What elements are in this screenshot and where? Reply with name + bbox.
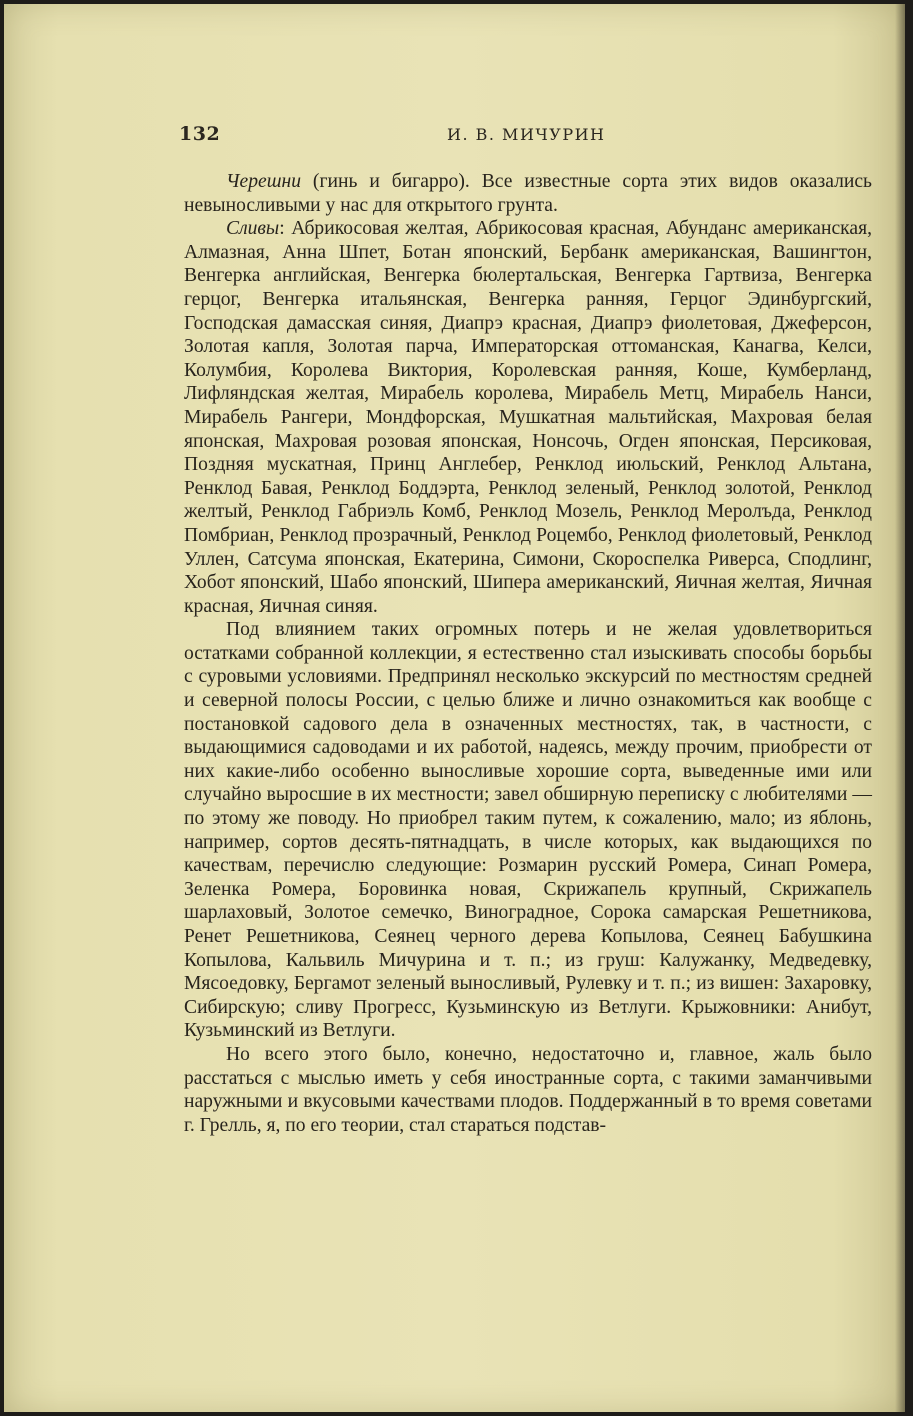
term-cherries: Черешни bbox=[226, 171, 301, 192]
page-edge-shadow bbox=[895, 4, 905, 1412]
term-plums: Сливы bbox=[226, 218, 280, 240]
paragraph-plums bbox=[184, 217, 872, 618]
page-header bbox=[179, 123, 869, 151]
paragraph-cherries bbox=[184, 170, 872, 217]
page-number: 132 bbox=[179, 123, 221, 145]
body-text bbox=[184, 170, 872, 1137]
paragraph-collection: Под влиянием таких огромных потерь и не желая удовлетвориться остатками собранной коллекции, я естественно стал изыскивать способы борьбы с суровыми условиями. Предпринял несколько экскурсий по местностям средней и северной полосы России, с целью ближе и лично ознакомиться как вообще с постановкой садового дела в означенных местностях, так, в частности, с выдающимися садоводами и их работой, надеясь, между прочим, приобрести от них какие-либо особенно выносливые хорошие сорта, выведенные ими или случайно выросшие в их местности; завел обширную переписку с любителями — по этому же поводу. Но приобрел таким путем, к сожалению, мало; из яблонь, например, сортов десять-пятнадцать, в числе которых, как выдающихся по качествам, перечислю следующие: Розмарин русский Ромера, Синап Ромера, Зеленка Ромера, Боровинка новая, Скрижапель крупный, Скрижапель шарлаховый, Золотое семечко, Виноградное, Сорока самарская Решетникова, Ренет Решетникова, Сеянец черного дерева Копылова, Сеянец Бабушкина Копылова, Кальвиль Мичурина и т. п.; из груш: Калужанку, Медведевку, Мясоедовку, Бергамот зеленый выносливый, Рулевку и т. п.; из вишен: Захаровку, Сибирскую; сливу Прогресс, Кузьминскую из Ветлуги. Крыжовники: Анибут, Кузьминский из Ветлуги. bbox=[184, 619, 872, 1042]
cherries-description: (гинь и бигарро). Все известные сорта этих видов оказались невыносливыми у нас для открытого грунта. bbox=[184, 171, 872, 216]
running-title: И. В. МИЧУРИН bbox=[447, 125, 606, 144]
plums-list: : Абрикосовая желтая, Абрикосовая красная, Абунданс американская, Алмазная, Анна Шпет, Ботан японский, Бербанк американская, Вашингтон, Венгерка английская, Венгерка бюлертальская, Венгерка Гартвиза, Венгерка герцог, Венгерка итальянская, Венгерка ранняя, Герцог Эдинбургский, Господская дамасская синяя, Диапрэ красная, Диапрэ фиолетовая, Джеферсон, Золотая капля, Золотая парча, Императорская оттоманская, Канагва, Келси, Колумбия, Королева Виктория, Королевская ранняя, Коше, Кумберланд, Лифляндская желтая, Мирабель королева, Мирабель Метц, Мирабель Нанси, Мирабель Рангери, Мондфорская, Мушкатная мальтийская, Махровая белая японская, Махровая розовая японская, Нонсочь, Огден японская, Персиковая, Поздняя мускатная, Принц Англебер, Ренклод июльский, Ренклод Альтана, Ренклод Бавая, Ренклод Боддэрта, Ренклод зеленый, Ренклод золотой, Ренклод желтый, Ренклод Габриэль Комб, Ренклод Мозель, Ренклод Меролъда, Ренклод Помбриан, Ренклод прозрачный, Ренклод Роцембо, Ренклод фиолетовый, Ренклод Уллен, Сатсума японская, Екатерина, Симони, Скороспелка Риверса, Сподлинг, Хобот японский, Шабо японский, Шипера американский, Яичная желтая, Яичная красная, Яичная синяя. bbox=[184, 218, 872, 617]
paragraph-conclusion: Но всего этого было, конечно, недостаточно и, главное, жаль было расстаться с мыслью иметь у себя иностранные сорта, с такими заманчивыми наружными и вкусовыми качествами плодов. Поддержанный в то время советами г. Грелль, я, по его теории, стал стараться подстав- bbox=[184, 1043, 872, 1136]
